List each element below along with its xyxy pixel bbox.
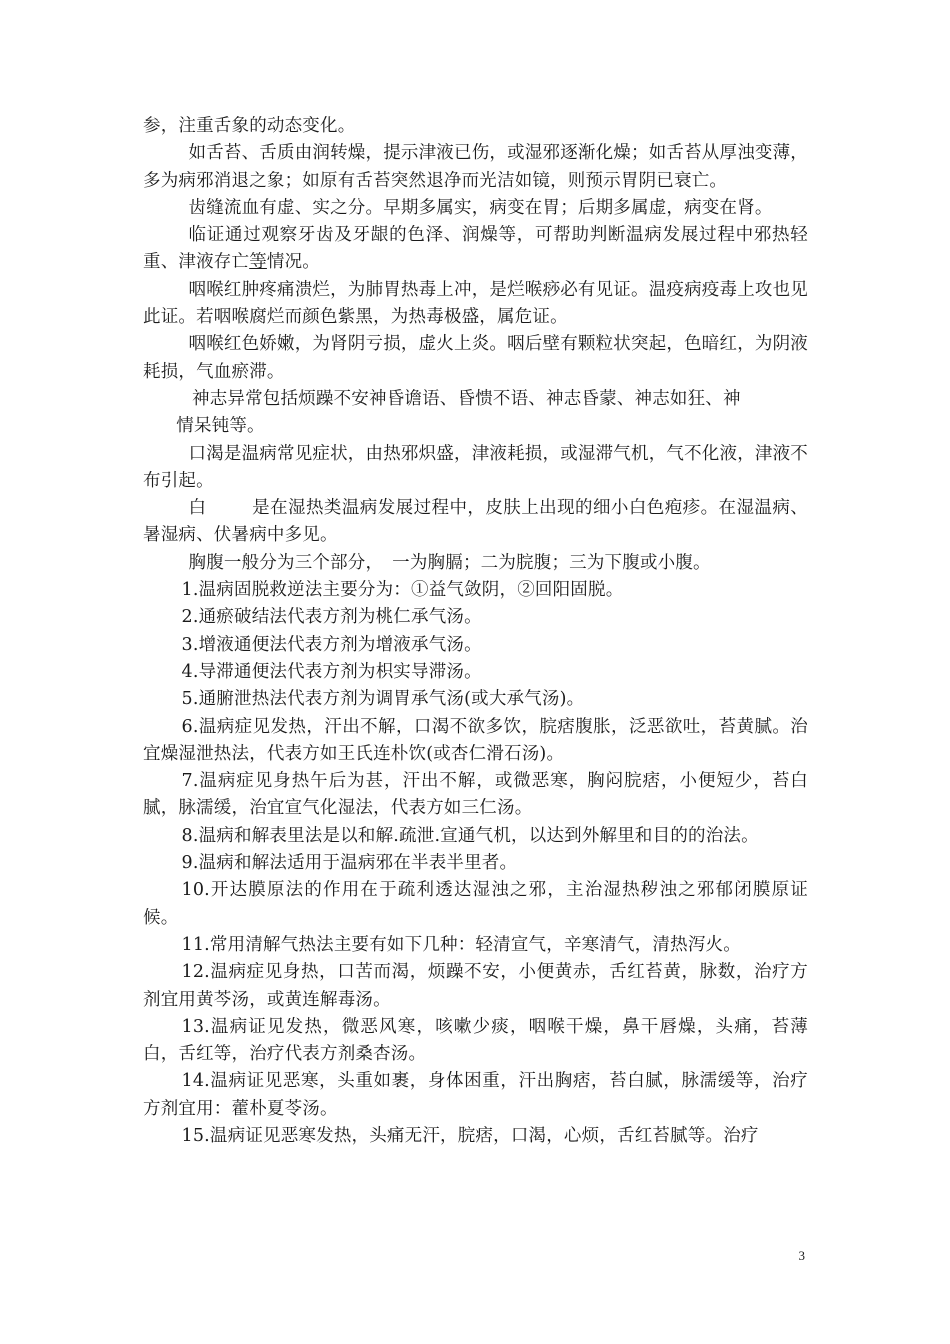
numbered-item: 13.温病证见发热，微恶风寒，咳嗽少痰，咽喉干燥，鼻干唇燥，头痛，苔薄白，舌红等，治疗代表方剂桑杏汤。 (143, 1016, 808, 1065)
paragraph: 齿缝流血有虚、实之分。早期多属实，病变在胃；后期多属虚，病变在肾。 (188, 197, 773, 218)
numbered-item: 6.温病症见发热，汗出不解，口渴不欲多饮，脘痞腹胀，泛恶欲吐，苔黄腻。治宜燥湿泄热法，代表方如王氏连朴饮(或杏仁滑石汤)。 (143, 716, 808, 764)
paragraph: 咽喉红色娇嫩，为肾阴亏损，虚火上炎。咽后壁有颗粒状突起，色暗红，为阴液耗损，气血瘀滞。 (143, 334, 808, 382)
paragraph: 口渴是温病常见症状，由热邪炽盛，津液耗损，或湿滞气机，气不化液，津液不布引起。 (143, 443, 808, 491)
paragraph (143, 386, 808, 441)
paragraph: 咽喉红肿疼痛溃烂，为肺胃热毒上冲，是烂喉痧必有见证。温疫病疫毒上攻也见此证。若咽喉腐烂而颜色紫黑，为热毒极盛，属危证。 (143, 279, 808, 328)
numbered-item: 12.温病症见身热，口苦而渴，烦躁不安，小便黄赤，舌红苔黄，脉数，治疗方剂宜用黄芩汤，或黄连解毒汤。 (143, 962, 808, 1010)
paragraph-text: 白 (188, 498, 207, 519)
paragraph-rest: 情呆钝等。 (176, 416, 265, 437)
numbered-item: 10.开达膜原法的作用在于疏利透达湿浊之邪，主治湿热秽浊之邪郁闭膜原证候。 (143, 880, 808, 928)
paragraph-text: 是在湿热类温病发展过程中，皮肤上出现的细小白色疱疹。在湿温病、暑湿病、伏暑病中多见。 (143, 498, 808, 546)
numbered-item: 14.温病证见恶寒，头重如裹，身体困重，汗出胸痞，苔白腻，脉濡缓等，治疗方剂宜用：藿朴夏苓汤。 (143, 1071, 808, 1119)
numbered-item: 4.导滞通便法代表方剂为枳实导滞汤。 (181, 661, 482, 682)
body-text (143, 113, 808, 1150)
numbered-item: 2.通瘀破结法代表方剂为桃仁承气汤。 (181, 607, 482, 628)
paragraph-first-line: 神志异常包括烦躁不安神昏谵语、昏愦不语、神志昏蒙、神志如狂、神 (192, 388, 741, 409)
paragraph-text: 情况。 (266, 252, 321, 273)
paragraph-text: 临证通过观察牙齿及牙龈的色泽、润燥等，可帮助判断温病发展过程中邪热轻重、津液存亡 (143, 225, 808, 273)
underlined-text: 等 (249, 252, 267, 273)
numbered-item: 5.通腑泄热法代表方剂为调胃承气汤(或大承气汤)。 (181, 689, 585, 710)
numbered-item: 9.温病和解法适用于温病邪在半表半里者。 (181, 853, 518, 874)
paragraph (143, 222, 808, 277)
paragraph: 参，注重舌象的动态变化。 (143, 116, 356, 136)
numbered-item: 3.增液通便法代表方剂为增液承气汤。 (181, 634, 482, 655)
numbered-item: 8.温病和解表里法是以和解.疏泄.宣通气机，以达到外解里和目的的治法。 (181, 825, 759, 846)
paragraph: 如舌苔、舌质由润转燥，提示津液已伤，或湿邪逐渐化燥；如舌苔从厚浊变薄，多为病邪消退之象；如原有舌苔突然退净而光洁如镜，则预示胃阴已衰亡。 (143, 143, 808, 191)
paragraph: 胸腹一般分为三个部分， 一为胸膈；二为脘腹；三为下腹或小腹。 (188, 552, 711, 573)
page-number: 3 (798, 1248, 805, 1263)
numbered-item: 7.温病症见身热午后为甚，汗出不解，或微恶寒，胸闷脘痞，小便短少，苔白腻，脉濡缓，治宜宣气化湿法，代表方如三仁汤。 (143, 771, 808, 819)
paragraph (143, 495, 808, 550)
numbered-item: 11.常用清解气热法主要有如下几种：轻清宣气，辛寒清气，清热泻火。 (181, 934, 741, 955)
numbered-item: 1.温病固脱救逆法主要分为：①益气敛阴，②回阳固脱。 (181, 580, 624, 601)
numbered-item: 15.温病证见恶寒发热，头痛无汗，脘痞，口渴，心烦，舌红苔腻等。治疗 (181, 1125, 759, 1146)
